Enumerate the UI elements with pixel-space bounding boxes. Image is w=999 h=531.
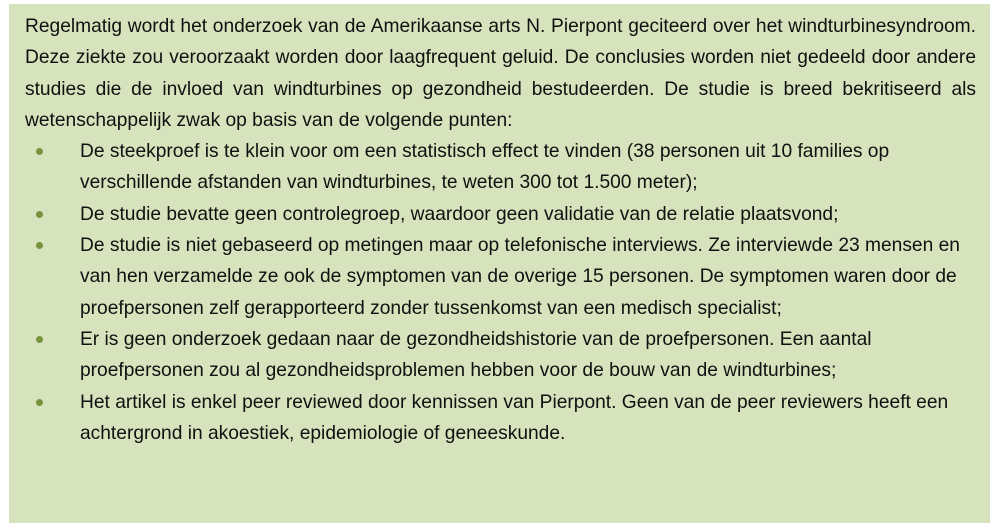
criticism-list	[25, 136, 976, 449]
list-item	[25, 230, 976, 324]
list-item-text: Het artikel is enkel peer reviewed door kennissen van Pierpont. Geen van de peer reviewers heeft een achtergrond in akoestiek, epidemiologie of geneeskunde.	[80, 391, 949, 444]
list-item	[25, 387, 976, 450]
intro-paragraph: Regelmatig wordt het onderzoek van de Amerikaanse arts N. Pierpont geciteerd over het windturbinesyndroom. Deze ziekte zou veroorzaakt worden door laagfrequent geluid. De conclusies worden niet gedeeld door andere studies die de invloed van windturbines op gezondheid bestudeerden. De studie is breed bekritiseerd als wetenschappelijk zwak op basis van de volgende punten:	[25, 16, 976, 131]
list-item	[25, 199, 976, 230]
bullet-icon	[36, 211, 43, 218]
bullet-icon	[36, 336, 43, 343]
bullet-icon	[36, 399, 43, 406]
list-item-text: De steekproef is te klein voor om een statistisch effect te vinden (38 personen uit 10 families op verschillende afstanden van windturbines, te weten 300 tot 1.500 meter);	[80, 141, 890, 194]
bullet-icon	[36, 242, 43, 249]
list-item-text: Er is geen onderzoek gedaan naar de gezondheidshistorie van de proefpersonen. Een aantal proefpersonen zou al gezondheidsproblemen hebben voor de bouw van de windturbines;	[80, 328, 872, 382]
list-item-text: De studie bevatte geen controlegroep, waardoor geen validatie van de relatie plaatsvond;	[80, 203, 839, 225]
text-box	[9, 4, 990, 523]
list-item	[25, 324, 976, 387]
list-item-text: De studie is niet gebaseerd op metingen maar op telefonische interviews. Ze interviewde 23 mensen en van hen verzamelde ze ook de symptomen van de overige 15 personen. De symptomen waren door de proefpersonen zelf gerapporteerd zonder tussenkomst van een medisch specialist;	[80, 235, 960, 319]
list-item	[25, 136, 976, 199]
bullet-icon	[36, 148, 43, 155]
